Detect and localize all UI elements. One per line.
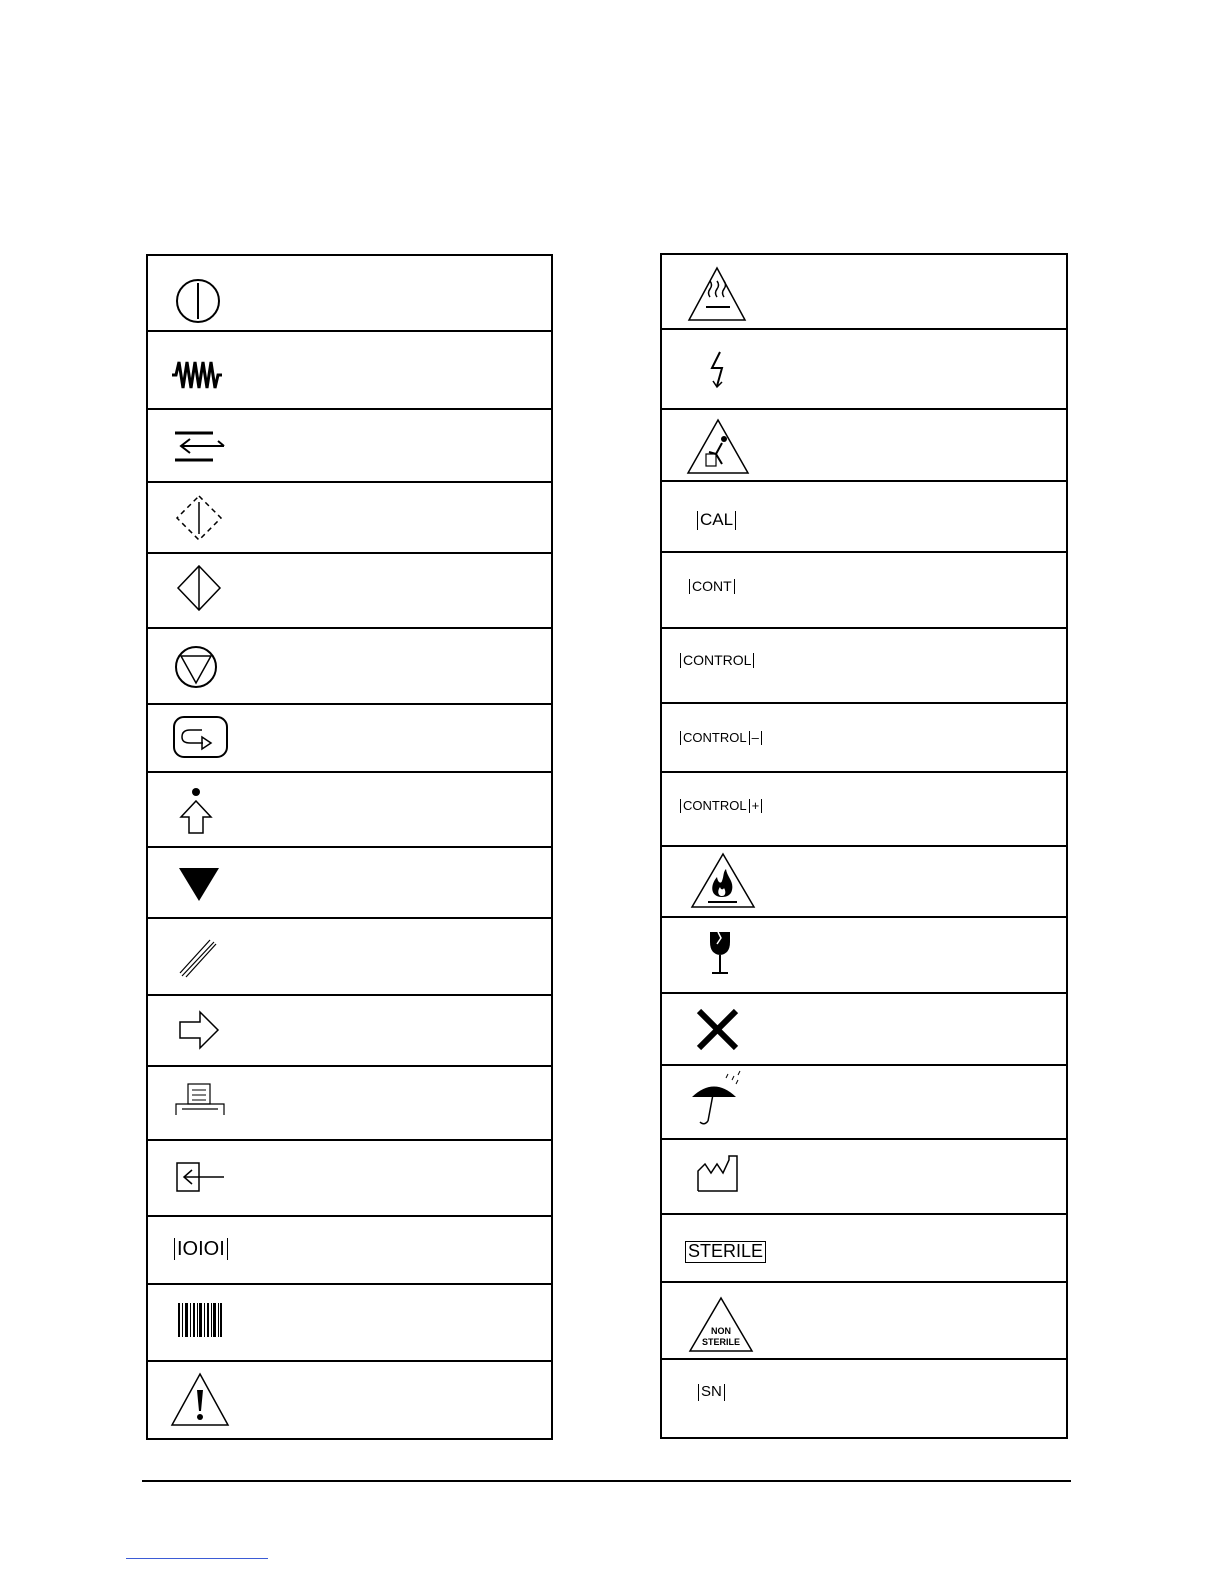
right-arrow-icon	[148, 996, 553, 1067]
minus-text: –	[750, 731, 762, 745]
dashed-diamond-start-icon	[148, 483, 553, 554]
table-row	[148, 332, 551, 410]
diamond-start-icon	[148, 554, 553, 629]
control-minus-label-icon	[680, 729, 762, 747]
non-text: NON	[711, 1326, 731, 1336]
table-row	[662, 918, 1066, 994]
table-row	[148, 554, 551, 629]
printer-icon	[148, 1067, 553, 1141]
sterile-label-icon: STERILE	[685, 1241, 766, 1263]
ioioi-label-icon: IOIOI	[174, 1238, 228, 1260]
control-text: CONTROL	[680, 799, 750, 813]
table-row	[662, 629, 1066, 704]
table-row	[148, 1067, 551, 1141]
manufacturer-factory-icon	[662, 1140, 1068, 1215]
table-row	[148, 629, 551, 705]
table-row	[148, 1285, 551, 1362]
loop-cycle-icon	[148, 705, 553, 773]
do-not-icon	[662, 994, 1068, 1066]
hot-surface-warning-icon	[662, 255, 1068, 330]
table-row	[662, 1360, 1066, 1439]
cal-label-icon: CAL	[697, 511, 736, 530]
left-symbol-table	[146, 254, 553, 1440]
table-row	[148, 919, 551, 996]
circle-stop-triangle-icon	[148, 629, 553, 705]
table-row	[662, 773, 1066, 847]
lightning-bolt-icon	[662, 330, 1068, 410]
table-row	[148, 410, 551, 483]
plus-text: +	[750, 799, 763, 813]
keep-dry-umbrella-icon	[662, 1066, 1068, 1140]
table-row	[662, 847, 1066, 918]
control-label-icon: CONTROL	[680, 653, 754, 668]
table-row	[148, 256, 551, 332]
diagonal-lines-icon	[148, 919, 553, 996]
right-symbol-table	[660, 253, 1068, 1439]
table-row	[662, 482, 1066, 553]
table-row	[662, 1066, 1066, 1140]
serial-number-label-icon: SN	[698, 1384, 725, 1401]
table-row	[662, 1283, 1066, 1360]
person-up-arrow-icon	[148, 773, 553, 848]
table-row	[148, 773, 551, 848]
table-row	[662, 1215, 1066, 1283]
table-row	[662, 330, 1066, 410]
input-box-arrow-icon	[148, 1141, 553, 1217]
table-row	[148, 1141, 551, 1217]
non-sterile-warning-icon	[662, 1283, 1068, 1360]
sterile-text: STERILE	[701, 1337, 741, 1347]
table-row	[662, 410, 1066, 482]
power-on-icon	[148, 256, 553, 332]
barcode-icon	[148, 1285, 553, 1362]
zigzag-coil-icon	[148, 332, 553, 410]
table-row	[148, 705, 551, 773]
footer-link-underline[interactable]	[126, 1558, 268, 1559]
table-row	[148, 848, 551, 919]
table-row	[662, 553, 1066, 629]
filled-down-triangle-icon	[148, 848, 553, 919]
table-row	[148, 1217, 551, 1285]
fragile-glass-icon	[662, 918, 1068, 994]
table-row	[148, 996, 551, 1067]
flammable-warning-icon	[662, 847, 1068, 918]
table-row	[662, 994, 1066, 1066]
table-row	[148, 1362, 551, 1440]
table-row	[662, 704, 1066, 773]
table-row	[662, 1140, 1066, 1215]
table-row	[662, 255, 1066, 330]
control-text: CONTROL	[680, 731, 750, 745]
lifting-hazard-warning-icon	[662, 410, 1068, 482]
control-plus-label-icon	[680, 797, 762, 815]
input-arrow-lines-icon	[148, 410, 553, 483]
cont-label-icon: CONT	[689, 579, 735, 594]
table-row	[148, 483, 551, 554]
footer-rule	[142, 1480, 1071, 1482]
warning-triangle-icon	[148, 1362, 553, 1440]
